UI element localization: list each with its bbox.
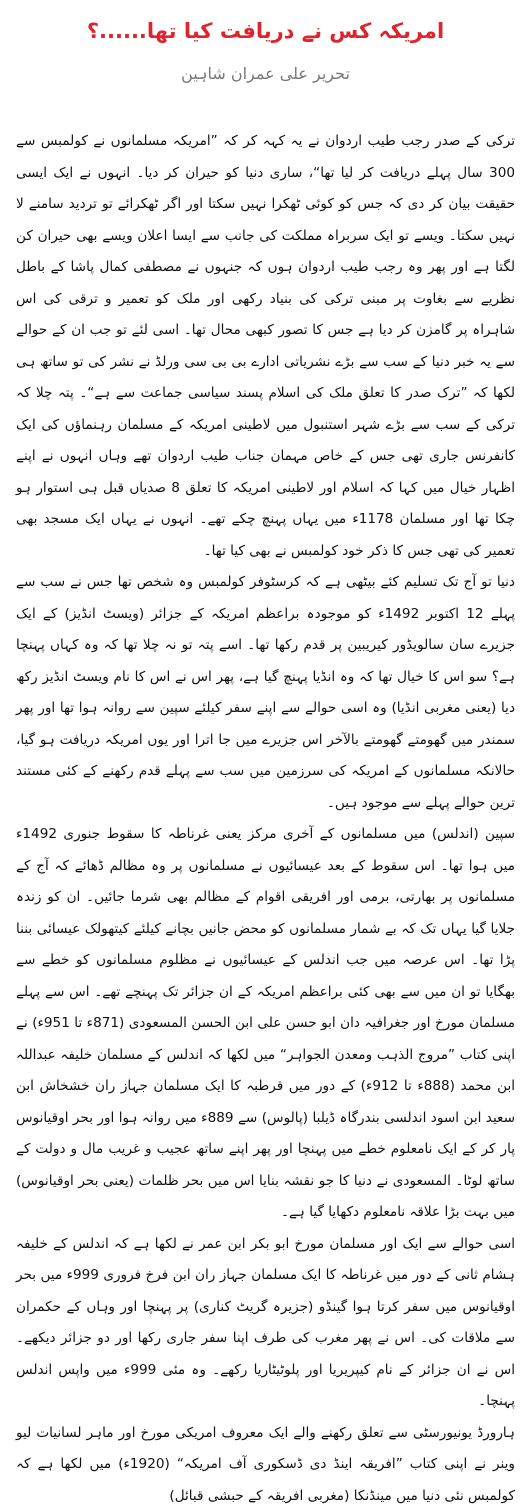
article-title: امریکہ کس نے دریافت کیا تھا......؟ [16, 14, 515, 48]
paragraph: ترکی کے صدر رجب طیب اردوان نے یہ کہہ کر کہ ”امریکہ مسلمانوں نے کولمبس سے 300 سال پہلے دریافت کر لیا تھا“، ساری دنیا کو حیران کر دیا۔ انہوں نے ایک ایسی حقیقت بیان کر دی کہ جس کو کوئی ٹھکرا نہیں سکتا اور اگر ٹھکرائے تو تردید سامنے لا نہیں سکتا۔ ویسے تو ایک سربراہ مملکت کی جانب سے ایسا اعلان ویسے بھی حیران کن لگتا ہے اور پھر وہ رجب طیب اردوان ہوں کہ جنہوں نے مصطفی کمال پاشا کے باطل نظریے سے بغاوت پر مبنی ترکی کی بنیاد رکھی اور ملک کو تعمیر و ترقی کی اس شاہراہ پر گامزن کر دیا ہے جس کا تصور کبھی محال تھا۔ اسی لئے تو جب ان کے حوالے سے یہ خبر دنیا کے سب سے بڑے نشریاتی ادارے بی بی سی ورلڈ نے نشر کی تو ساتھ ہی لکھا کہ ”ترک صدر کا تعلق ملک کی اسلام پسند سیاسی جماعت سے ہے“۔ پتہ چلا کہ ترکی کے سب سے بڑے شہر استنبول میں لاطینی امریکہ کے مسلمان رہنماؤں کی ایک کانفرنس جاری تھی جس کے خاص مہمان جناب طیب اردوان تھے وہاں انہوں نے اپنے اظہار خیال میں کہا کہ اسلام اور لاطینی امریکہ کا تعلق 8 صدیاں قبل ہی استوار ہو چکا تھا اور مسلمان 1178ء میں یہاں پہنچ چکے تھے۔ انہوں نے یہاں ایک مسجد بھی تعمیر کی تھی جس کا ذکر خود کولمبس نے بھی کیا تھا۔ [16, 126, 515, 567]
paragraph: ہارورڈ یونیورسٹی سے تعلق رکھنے والے ایک معروف امریکی مورخ اور ماہر لسانیات لیو وینر نے اپنی کتاب ”افریقہ اینڈ دی ڈسکوری آف امریکہ“ (1920ء) میں لکھا ہے کہ کولمبس نئی دنیا میں مینڈنکا (مغربی افریقہ کے حبشی قبائل) [16, 1418, 515, 1512]
article-page [0, 14, 529, 1272]
article-body [16, 126, 515, 1512]
paragraph: دنیا تو آج تک تسلیم کئے بیٹھی ہے کہ کرسٹوفر کولمبس وہ شخص تھا جس نے سب سے پہلے 12 اکتوبر 1492ء کو موجودہ براعظم امریکہ کے جزائر (ویسٹ انڈیز) کے ایک جزیرے سان سالویڈور کیریبین پر قدم رکھا تھا۔ اسے پتہ تو نہ چلا تھا کہ وہ کہاں پہنچا ہے؟ سو اس کا خیال تھا کہ وہ انڈیا پہنچ گیا ہے، پھر اس نے اس کا نام ویسٹ انڈیز رکھ دیا (یعنی مغربی انڈیا) وہ اسی حوالے سے اپنے سفر کیلئے سپین سے روانہ ہوا تھا اور پھر سمندر میں گھومتے گھومتے بالآخر اس جزیرے میں جا اترا اور یوں امریکہ دریافت ہو گیا، حالانکہ مسلمانوں کے امریکہ کی سرزمین میں سب سے پہلے قدم رکھنے کے کئی مستند ترین حوالے پہلے سے موجود ہیں۔ [16, 567, 515, 819]
article-byline: تحریر علی عمران شاہین [16, 62, 515, 86]
paragraph: سپین (اندلس) میں مسلمانوں کے آخری مرکز یعنی غرناطہ کا سقوط جنوری 1492ء میں ہوا تھا۔ اس سقوط کے بعد عیسائیوں نے مسلمانوں پر وہ مظالم ڈھائے کہ آج کے مسلمانوں پر بھارتی، برمی اور افریقی اقوام کے مظالم بھی شرما جائیں۔ ان کو زندہ جلایا گیا یہاں تک کہ بے شمار مسلمانوں کو محض جانیں بچانے کیلئے کیتھولک عیسائی بننا پڑا تھا۔ اس عرصہ میں جب اندلس کے عیسائیوں نے مظلوم مسلمانوں کو خطے سے بھگایا تو ان میں سے بھی کئی براعظم امریکہ کے ان جزائر تک پہنچے تھے۔ اس سے پہلے مسلمان مورخ اور جغرافیہ دان ابو حسن علی ابن الحسن المسعودی (871ء تا 951ء) نے اپنی کتاب ”مروج الذہب ومعدن الجواہر“ میں لکھا کہ اندلس کے مسلمان خلیفہ عبداللہ ابن محمد (888ء تا 912ء) کے دور میں قرطبہ کا ایک مسلمان جہاز ران خشخاش ابن سعید ابن اسود اندلسی بندرگاہ ڈیلبا (پالوس) سے 889ء میں روانہ ہوا اور بحر اوقیانوس پار کر کے ایک نامعلوم خطے میں پہنچا اور پھر اپنے ساتھ عجیب و غریب مال و دولت کے ساتھ لوٹا۔ المسعودی نے دنیا کا جو نقشہ بنایا اس میں بحر ظلمات (یعنی بحر اوقیانوس) میں بہت بڑا علاقہ نامعلوم دکھایا گیا ہے۔ [16, 819, 515, 1229]
paragraph: اسی حوالے سے ایک اور مسلمان مورخ ابو بکر ابن عمر نے لکھا ہے کہ اندلس کے خلیفہ ہشام ثانی کے دور میں غرناطہ کا ایک مسلمان جہاز ران ابن فرخ فروری 999ء میں بحر اوقیانوس میں سفر کرتا ہوا گینڈو (جزیرہ گریٹ کناری) پر پہنچا اور وہاں کے حکمران سے ملاقات کی۔ اس نے پھر مغرب کی طرف اپنا سفر جاری رکھا اور دو جزائر دیکھے۔ اس نے ان جزائر کے نام کیپریریا اور پلوٹیٹاریا رکھے۔ وہ مئی 999ء میں واپس اندلس پہنچا۔ [16, 1229, 515, 1418]
